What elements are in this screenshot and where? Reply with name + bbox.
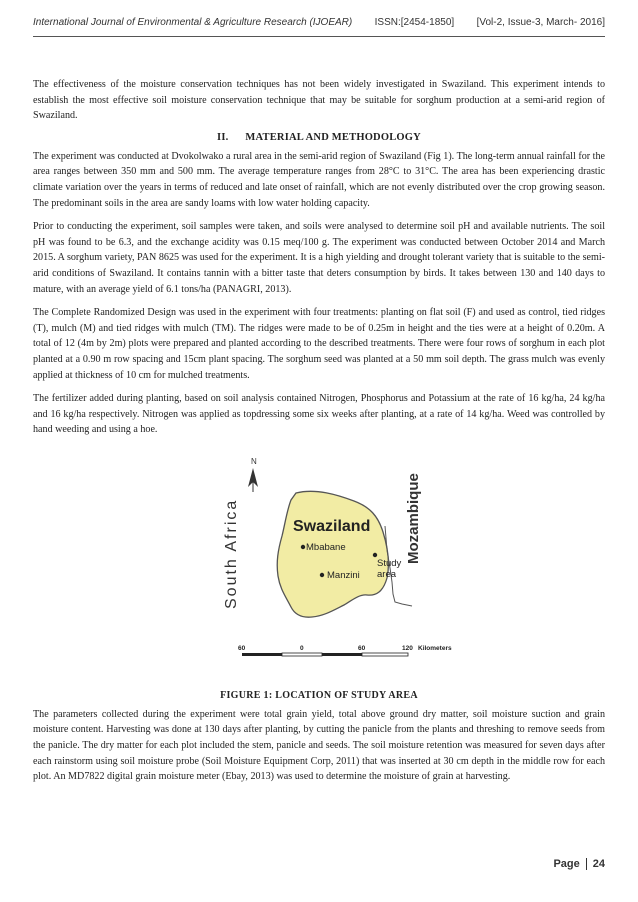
site-paragraph: The experiment was conducted at Dvokolwako a rural area in the semi-arid region of Swaziland (Fig 1). The long-term annual rainfall for the area ranges between 350 mm and 500 mm. The average temperature ranges from 28°C to 31°C. The area has been experiencing drastic climate variation over the years in terms of reduced and late onset of rainfall, which are not evenly distributed over the crop growing season. The predominant soils in the area are sandy loams with low water holding capacity.	[33, 150, 605, 209]
article-body	[33, 77, 605, 793]
scale-segment-4	[362, 653, 408, 656]
study-area-label-1: Study	[377, 557, 402, 569]
scale-bar	[238, 645, 452, 656]
section-heading: II. MATERIAL AND METHODOLOGY	[217, 131, 421, 143]
manzini-marker	[320, 573, 324, 577]
scale-segment-3	[322, 653, 362, 656]
scale-label-zero: 0	[300, 644, 304, 652]
location-map	[212, 454, 472, 682]
parameters-paragraph: The parameters collected during the experiment were total grain yield, total above ground dry matter, soil moisture suction and grain moisture content. Harvesting was done at 130 days after planting, by cutting the panicle from the plants and threshing to remove seeds from the panicle. The dry matter for each plot included the stem, panicle and seeds. The soil moisture retention was measured for seven days after each rainstorm using soil moisture probe (Soil Moisture Equipment Corp, 2011) that was inserted at 30 cm depth in the middle row for each plot. An MD7822 digital grain moisture meter (Ebay, 2013) was used to determine the moisture of grain at harvesting.	[33, 708, 605, 783]
north-label: N	[251, 456, 257, 466]
south-africa-label: South Africa	[223, 498, 240, 609]
mbabane-label: Mbabane	[306, 541, 346, 553]
volume-issue: [Vol-2, Issue-3, March- 2016]	[476, 16, 605, 28]
study-area-marker	[373, 553, 377, 557]
intro-paragraph: The effectiveness of the moisture conservation techniques has not been widely investigated in Swaziland. This experiment intends to establish the most effective soil moisture conservation technique that may be suitable for sorghum production at a semi-arid region of Swaziland.	[33, 79, 605, 122]
page-header	[33, 12, 605, 32]
design-paragraph: The Complete Randomized Design was used in the experiment with four treatments: planting on flat soil (F) and used as control, tied ridges (T), mulch (M) and tied ridges with mulch (TM). The ridges were made to be of 0.25m in height and the ties were at a height of 0.20m. A total of 12 (4m by 2m) plots were prepared and planted according to the described treatments. There were four rows of sorghum in each plot planted at a 0.90 m row spacing and 15cm plant spacing. The sorghum seed was planted at a 50 mm soil depth. The grass mulch was evenly applied at thickness of 10 cm for mulched treatments.	[33, 307, 605, 381]
soil-paragraph: Prior to conducting the experiment, soil samples were taken, and soils were analysed to determine soil pH and available nutrients. The soil pH was found to be 6.3, and the exchange acidity was 0.15 meq/100 g. The experiment was conducted between October 2014 and March 2015. A sorghum variety, PAN 8625 was used for the experiment. It is a high yielding and drought tolerant variety that is suitable to the semi-arid conditions of Swaziland. It contains tannin with a bitter taste that deters consumption by birds. It takes between 130 and 140 days to mature, with an average yield of 6.1 tons/ha (PANAGRI, 2013).	[33, 221, 605, 295]
mbabane-marker	[301, 545, 305, 549]
journal-title: International Journal of Environmental & Agriculture Research (IJOEAR)	[33, 16, 353, 28]
figure-caption: FIGURE 1: LOCATION OF STUDY AREA	[220, 689, 418, 701]
scale-segment-1	[242, 653, 282, 656]
page-footer	[553, 858, 605, 870]
figure-1	[33, 454, 605, 684]
scale-label-left: 60	[238, 644, 246, 652]
footer-separator	[586, 858, 587, 870]
fertilizer-paragraph: The fertilizer added during planting, based on soil analysis contained Nitrogen, Phosphorus and Potassium at the rate of 16 kg/ha, 24 kg/ha and 16 kg/ha respectively. Nitrogen was applied as topdressing some six weeks after planting, at a rate of 14 kg/ha. Weed was controlled by hand weeding and using a hoe.	[33, 393, 605, 436]
scale-segment-2	[282, 653, 322, 656]
scale-label-60: 60	[358, 644, 366, 652]
north-arrow-icon	[248, 457, 258, 492]
issn: ISSN:[2454-1850]	[374, 16, 455, 28]
page-label: Page	[553, 858, 580, 870]
manzini-label: Manzini	[327, 569, 360, 581]
header-divider	[33, 36, 605, 37]
scale-unit-label: Kilometers	[418, 644, 452, 652]
scale-label-120: 120	[402, 644, 413, 652]
swaziland-shape	[277, 491, 388, 617]
mozambique-label: Mozambique	[405, 473, 422, 564]
country-label: Swaziland	[293, 517, 371, 535]
page-number: 24	[592, 858, 605, 870]
study-area-label-2: area	[377, 568, 397, 580]
